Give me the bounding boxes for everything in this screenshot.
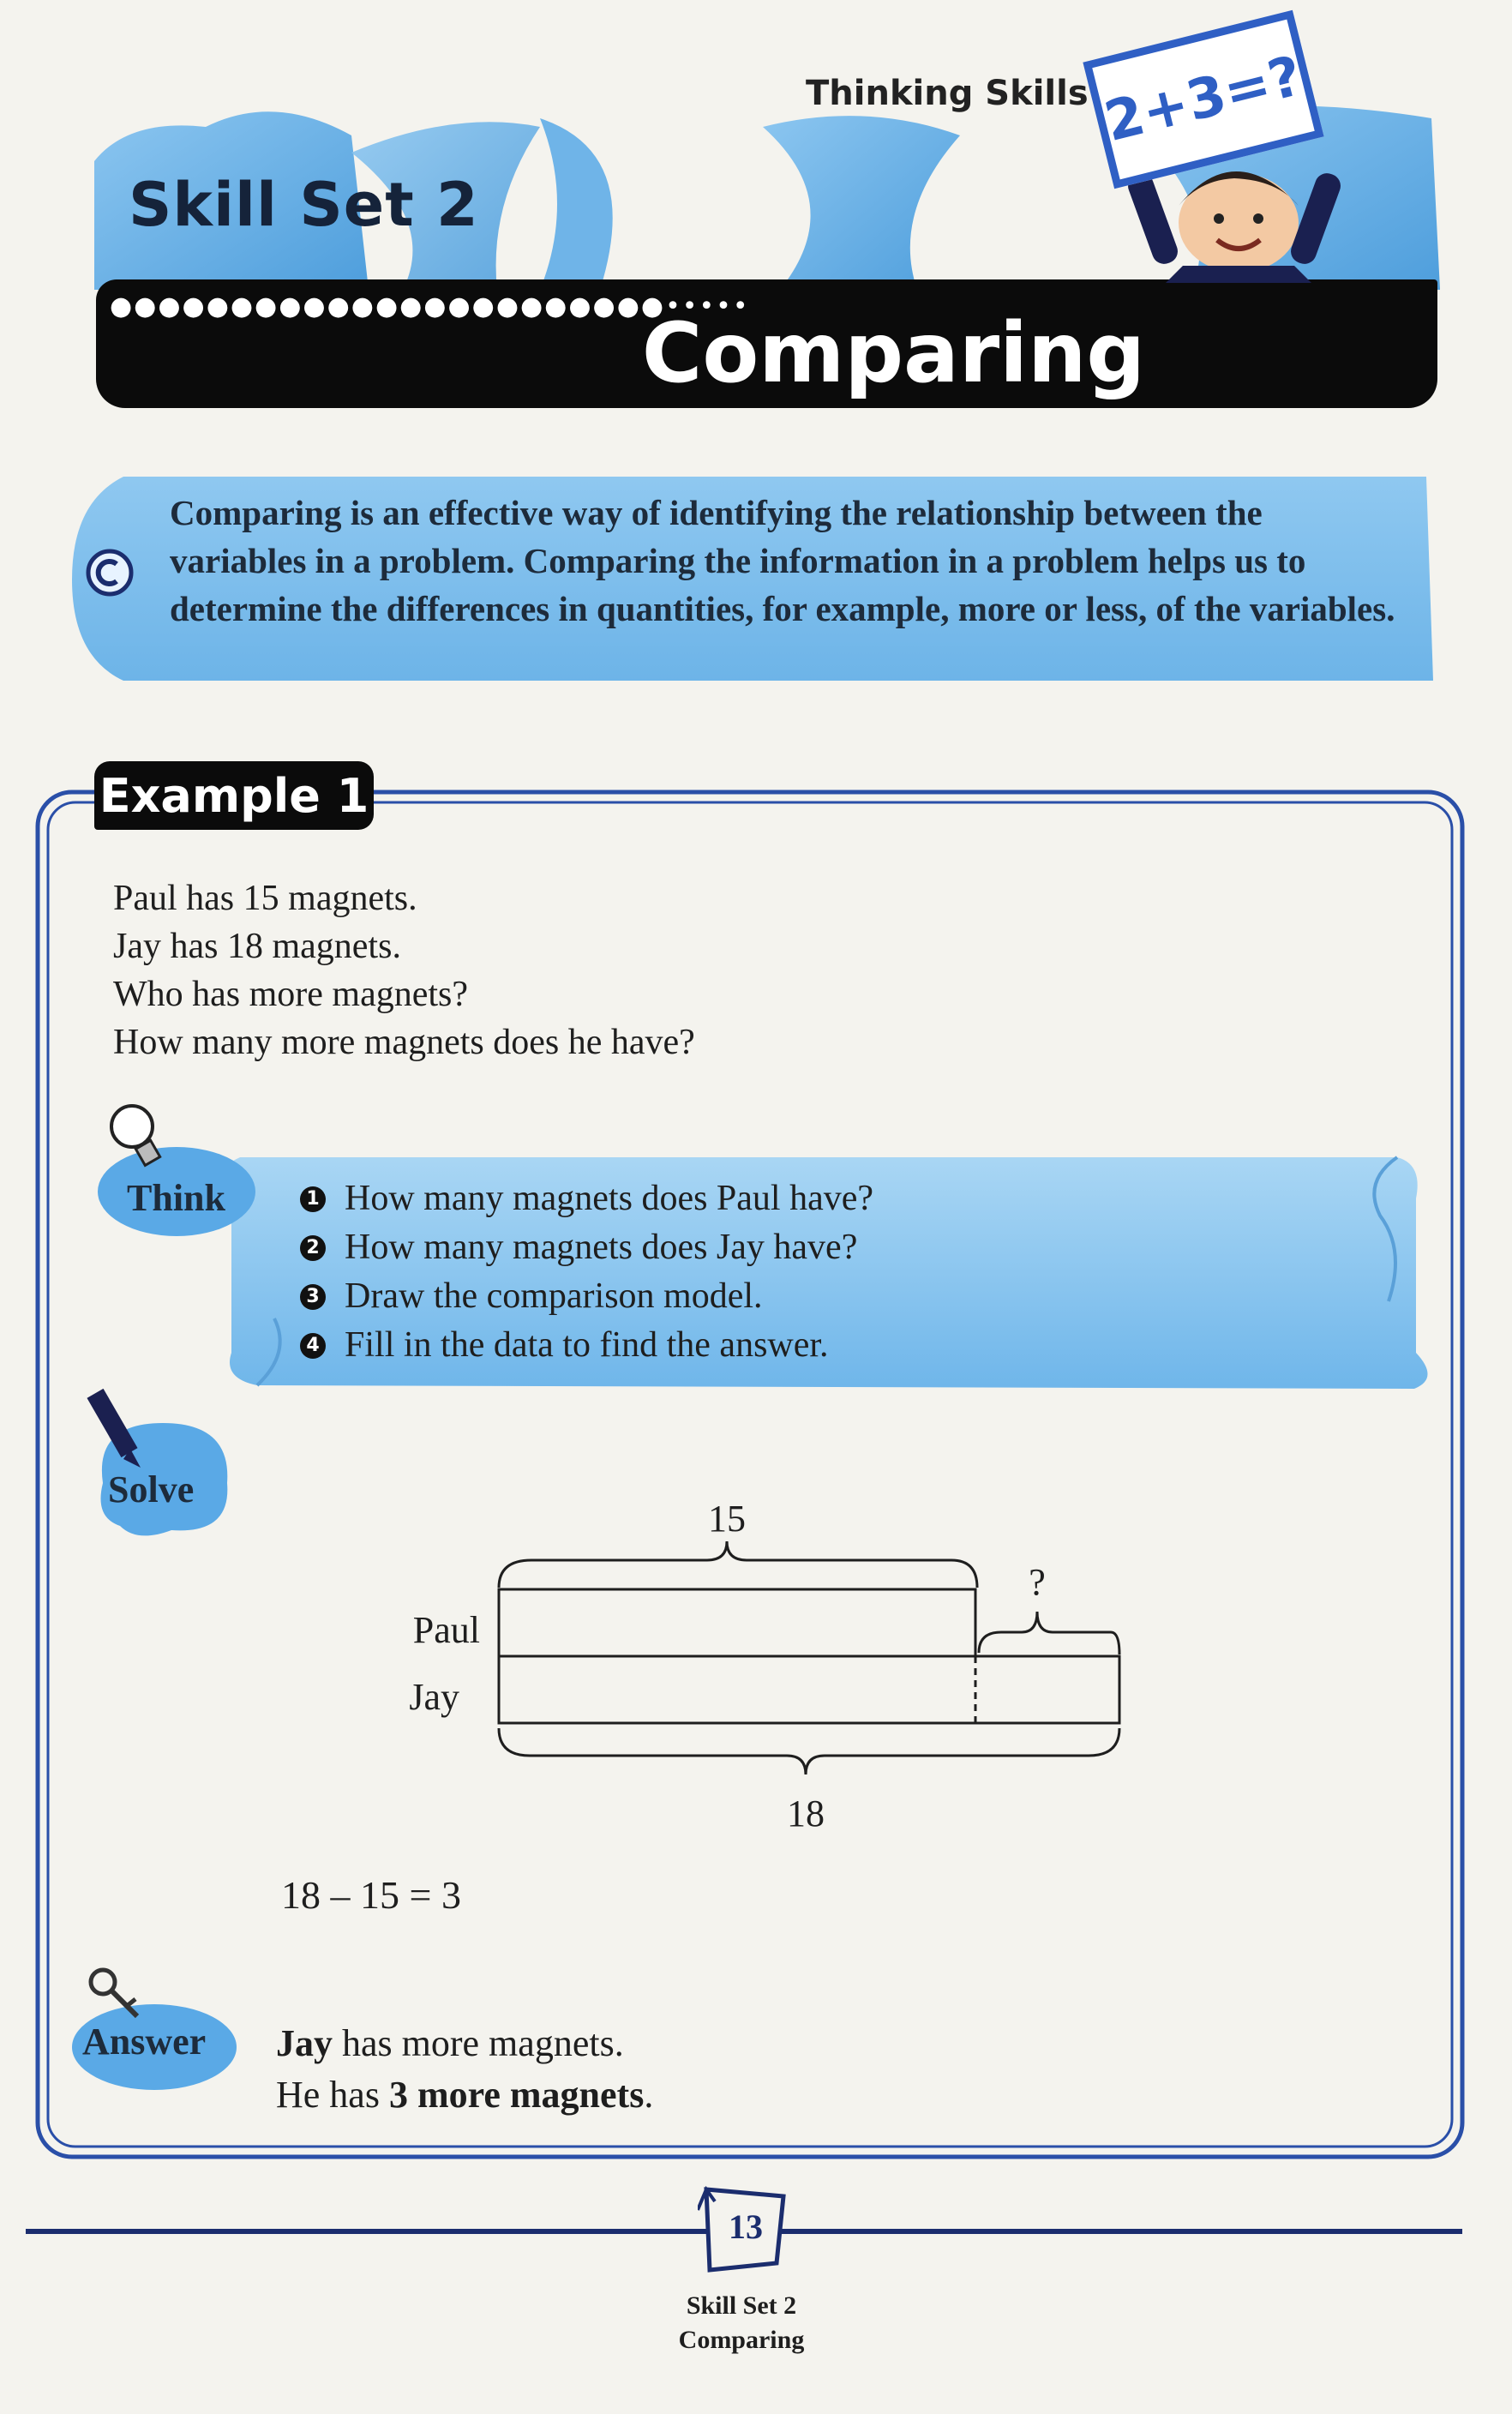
page-number: 13 (729, 2207, 763, 2246)
intro-text: Comparing is an effective way of identifying the relationship between the variables in a problem. Comparing the information in a problem helps us to determine the differences in quantities, for example, more or less, of the variables. (170, 493, 1395, 628)
model-top-value: 15 (708, 1498, 746, 1540)
answer-line-1 (276, 2018, 653, 2069)
footer-skill-set: Skill Set 2 (686, 2291, 797, 2320)
question-text (113, 874, 695, 1066)
think-step (300, 1272, 873, 1321)
solve-label: Solve (108, 1468, 195, 1510)
question-line: Who has more magnets? (113, 975, 469, 1014)
bar-jay (499, 1656, 1119, 1723)
step-number: 4 (300, 1333, 326, 1359)
intro-bullet-icon (86, 549, 134, 597)
brace-bottom (499, 1728, 1119, 1774)
lightbulb-icon (91, 1097, 271, 1243)
answer-name: Jay (276, 2022, 333, 2064)
think-step (300, 1174, 873, 1223)
page-title: Comparing (641, 305, 1146, 401)
think-label: Think (127, 1177, 225, 1219)
step-number: 2 (300, 1235, 326, 1261)
question-line: Paul has 15 magnets. (113, 879, 417, 918)
think-step (300, 1223, 873, 1272)
question-line: Jay has 18 magnets. (113, 927, 401, 966)
answer-label: Answer (82, 2021, 207, 2063)
answer-line-2 (276, 2069, 653, 2121)
model-bottom-value: 18 (787, 1792, 825, 1835)
step-text: Fill in the data to find the answer. (345, 1325, 829, 1365)
model-row-paul-label: Paul (412, 1609, 480, 1651)
step-text: Draw the comparison model. (345, 1276, 763, 1316)
step-text: How many magnets does Jay have? (345, 1228, 858, 1267)
thinking-skills-label: Thinking Skills (806, 74, 1089, 113)
skill-set-heading: Skill Set 2 (129, 170, 479, 240)
model-diff-value: ? (1029, 1561, 1046, 1603)
answer-line-1-rest: has more magnets. (333, 2022, 624, 2064)
bar-paul (499, 1589, 975, 1656)
answer-line-2-pre: He has (276, 2074, 389, 2116)
model-row-jay-label: Jay (409, 1676, 459, 1718)
answer-quantity: 3 more magnets (388, 2074, 645, 2116)
footer-caption (600, 2289, 883, 2357)
sign-text: 2+3=? (1098, 44, 1309, 155)
comparison-model (377, 1492, 1149, 1852)
step-text: How many magnets does Paul have? (345, 1179, 874, 1218)
equation: 18 – 15 = 3 (281, 1873, 461, 1917)
example-label (94, 761, 374, 830)
example-label-text: Example 1 (99, 768, 369, 823)
brace-top (499, 1541, 977, 1588)
question-line: How many more magnets does he have? (113, 1023, 695, 1062)
think-step (300, 1321, 873, 1370)
title-dots: ●●●●●●●●●●●●●●●●●●●●●●●••••• (110, 291, 750, 321)
step-number: 3 (300, 1284, 326, 1310)
pencil-icon (86, 1389, 240, 1543)
footer-topic: Comparing (678, 2326, 805, 2354)
think-steps (300, 1174, 873, 1370)
brace-diff (979, 1612, 1119, 1654)
answer-line-2-post: . (644, 2074, 654, 2116)
step-number: 1 (300, 1186, 326, 1212)
answer-text (276, 2018, 653, 2121)
